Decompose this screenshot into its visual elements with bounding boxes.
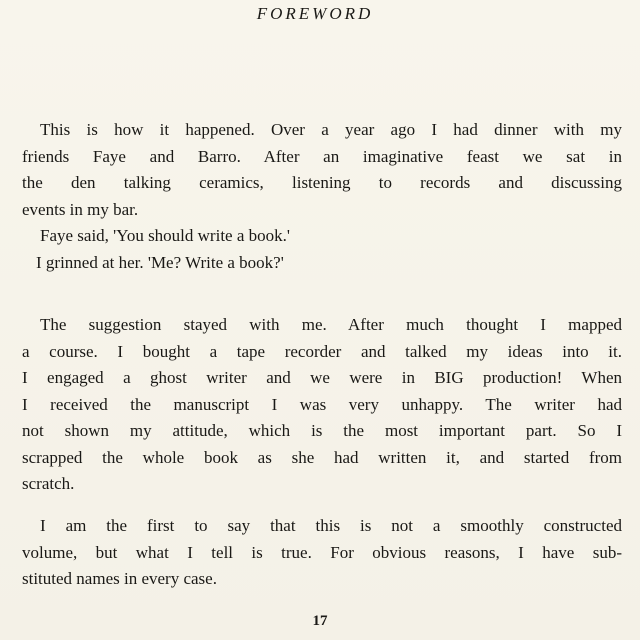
text-line: I received the manuscript I was very unhappy. The writer had	[22, 394, 622, 414]
text-line: volume, but what I tell is true. For obvious reasons, I have sub-	[22, 542, 622, 562]
text-line: scrapped the whole book as she had written it, and started from	[22, 447, 622, 467]
paragraph-2	[22, 312, 622, 498]
paragraph-3	[22, 513, 622, 593]
text-line: Faye said, 'You should write a book.'	[40, 226, 290, 245]
text-line: events in my bar.	[22, 199, 139, 219]
page-number: 17	[312, 613, 328, 629]
paragraph-1	[22, 117, 622, 276]
text-line: I grinned at her. 'Me? Write a book?'	[36, 252, 284, 272]
text-line: The suggestion stayed with me. After much thought I mapped	[40, 315, 622, 334]
text-line: the den talking ceramics, listening to records and discussing	[22, 173, 622, 192]
text-line: a course. I bought a tape recorder and talked my ideas into it.	[22, 341, 622, 361]
text-line: This is how it happened. Over a year ago I had dinner with my	[40, 120, 622, 139]
text-line: scratch.	[22, 474, 75, 493]
text-line: friends Faye and Barro. After an imaginative feast we sat in	[22, 146, 622, 166]
text-line: stituted names in every case.	[22, 569, 217, 588]
chapter-heading: FOREWORD	[256, 4, 374, 23]
text-line: I am the first to say that this is not a smoothly constructed	[40, 516, 622, 535]
text-line: I engaged a ghost writer and we were in BIG production! When	[22, 368, 622, 387]
text-line: not shown my attitude, which is the most important part. So I	[22, 421, 622, 440]
